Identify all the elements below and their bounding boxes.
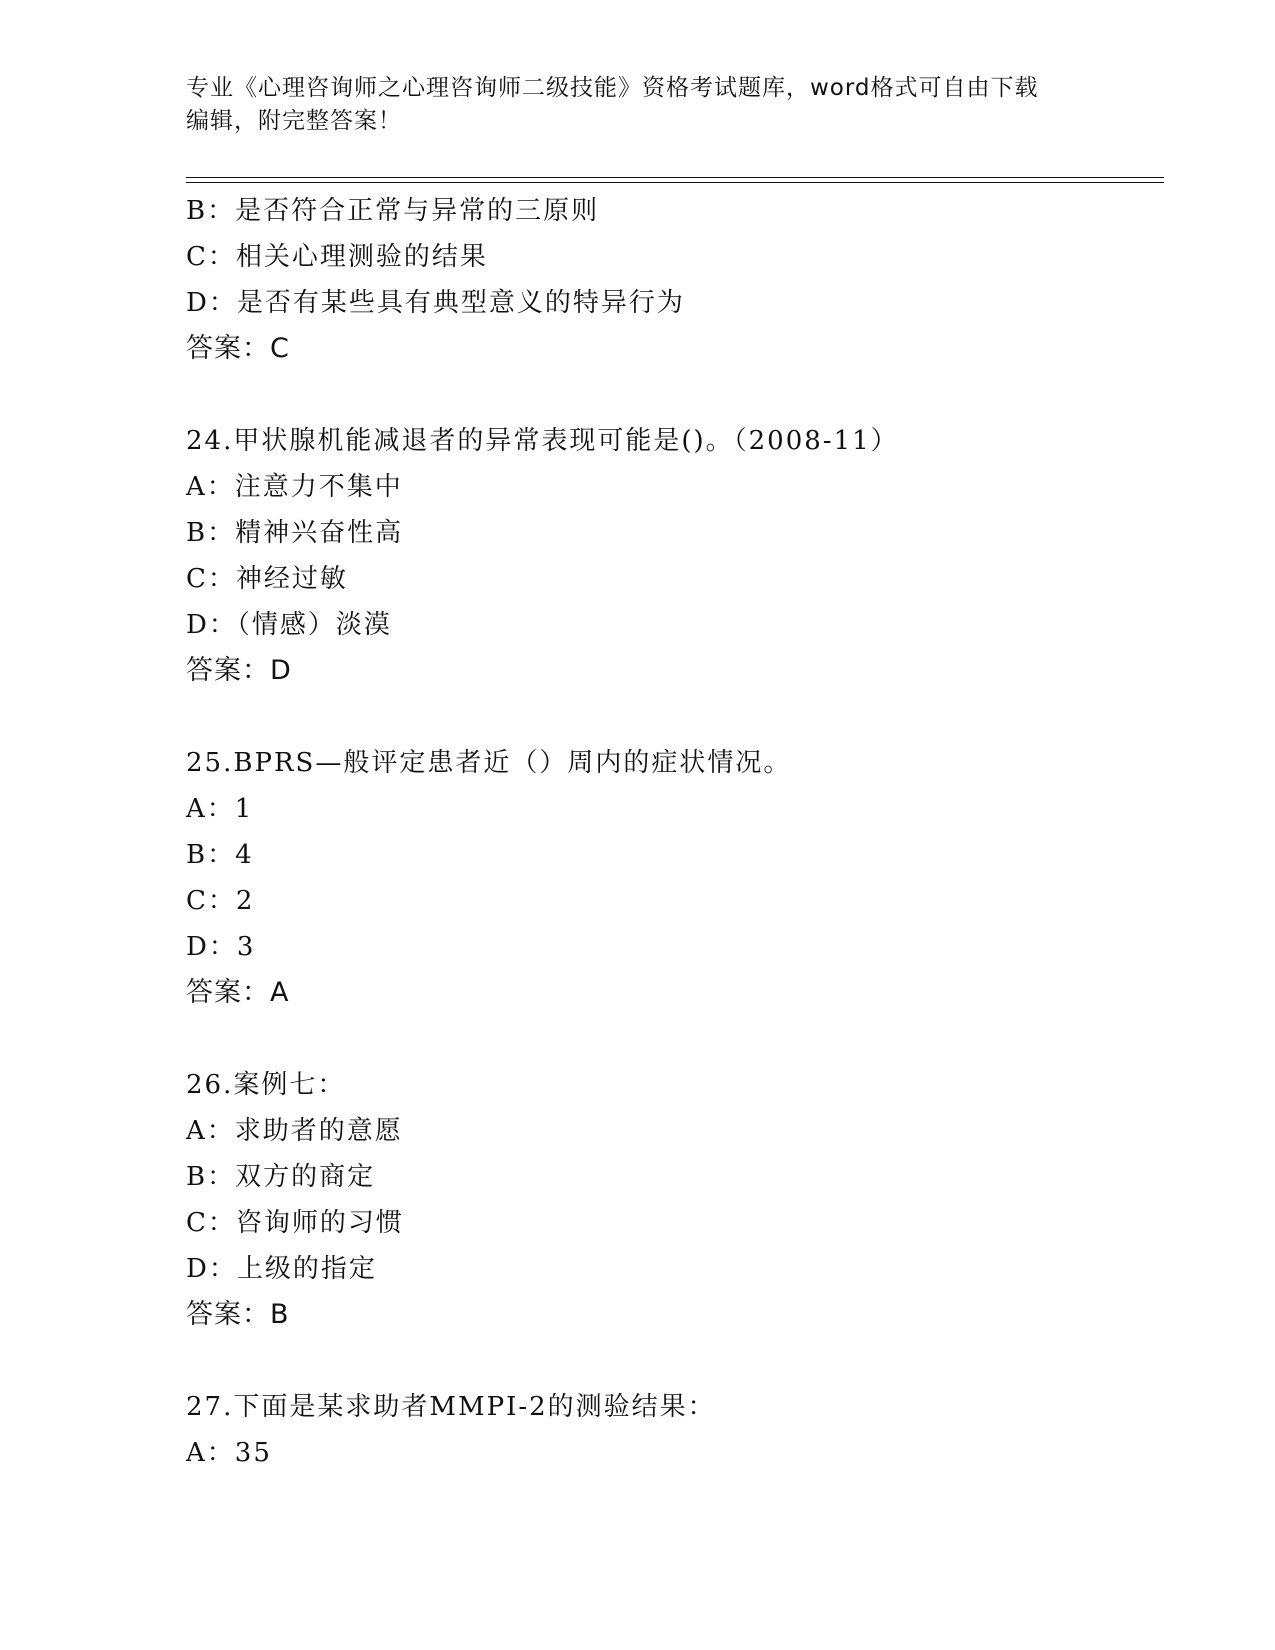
question-24 — [186, 418, 1166, 694]
header-line-2: 编辑，附完整答案！ — [186, 108, 402, 134]
option-a: A：35 — [186, 1438, 272, 1468]
option-c: C：2 — [186, 886, 255, 916]
answer-line: 答案：D — [186, 655, 292, 686]
option-a: A：求助者的意愿 — [186, 1116, 403, 1146]
option-b: B：精神兴奋性高 — [186, 518, 404, 548]
header-line-1: 专业《心理咨询师之心理咨询师二级技能》资格考试题库，word格式可自由下载 — [186, 75, 1039, 101]
spacer — [186, 694, 1166, 740]
option-b: B：是否符合正常与异常的三原则 — [186, 196, 600, 226]
question-text: 26.案例七： — [186, 1070, 346, 1100]
option-b: B：4 — [186, 840, 254, 870]
document-header — [186, 72, 1086, 138]
option-d: D：上级的指定 — [186, 1254, 377, 1284]
question-26 — [186, 1062, 1166, 1338]
question-list — [186, 188, 1166, 1476]
option-b: B：双方的商定 — [186, 1162, 376, 1192]
option-c: C：相关心理测验的结果 — [186, 242, 488, 272]
spacer — [186, 372, 1166, 418]
option-c: C：咨询师的习惯 — [186, 1208, 404, 1238]
header-divider-bottom — [186, 182, 1164, 183]
question-text: 27.下面是某求助者MMPI-2的测验结果： — [186, 1392, 716, 1422]
question-27 — [186, 1384, 1166, 1476]
spacer — [186, 1338, 1166, 1384]
option-d: D：是否有某些具有典型意义的特异行为 — [186, 288, 685, 318]
question-25 — [186, 740, 1166, 1016]
spacer — [186, 1016, 1166, 1062]
header-divider-top — [186, 177, 1164, 178]
question-text: 24.甲状腺机能减退者的异常表现可能是()。（2008-11） — [186, 426, 899, 456]
answer-line: 答案：A — [186, 977, 290, 1008]
question-text: 25.BPRS—般评定患者近（）周内的症状情况。 — [186, 748, 792, 778]
option-c: C：神经过敏 — [186, 564, 348, 594]
option-d: D：（情感）淡漠 — [186, 610, 392, 640]
answer-line: 答案：B — [186, 1299, 290, 1330]
answer-line: 答案：C — [186, 333, 290, 364]
option-a: A：注意力不集中 — [186, 472, 403, 502]
option-d: D：3 — [186, 932, 256, 962]
option-a: A：1 — [186, 794, 254, 824]
question-23-tail — [186, 188, 1166, 372]
